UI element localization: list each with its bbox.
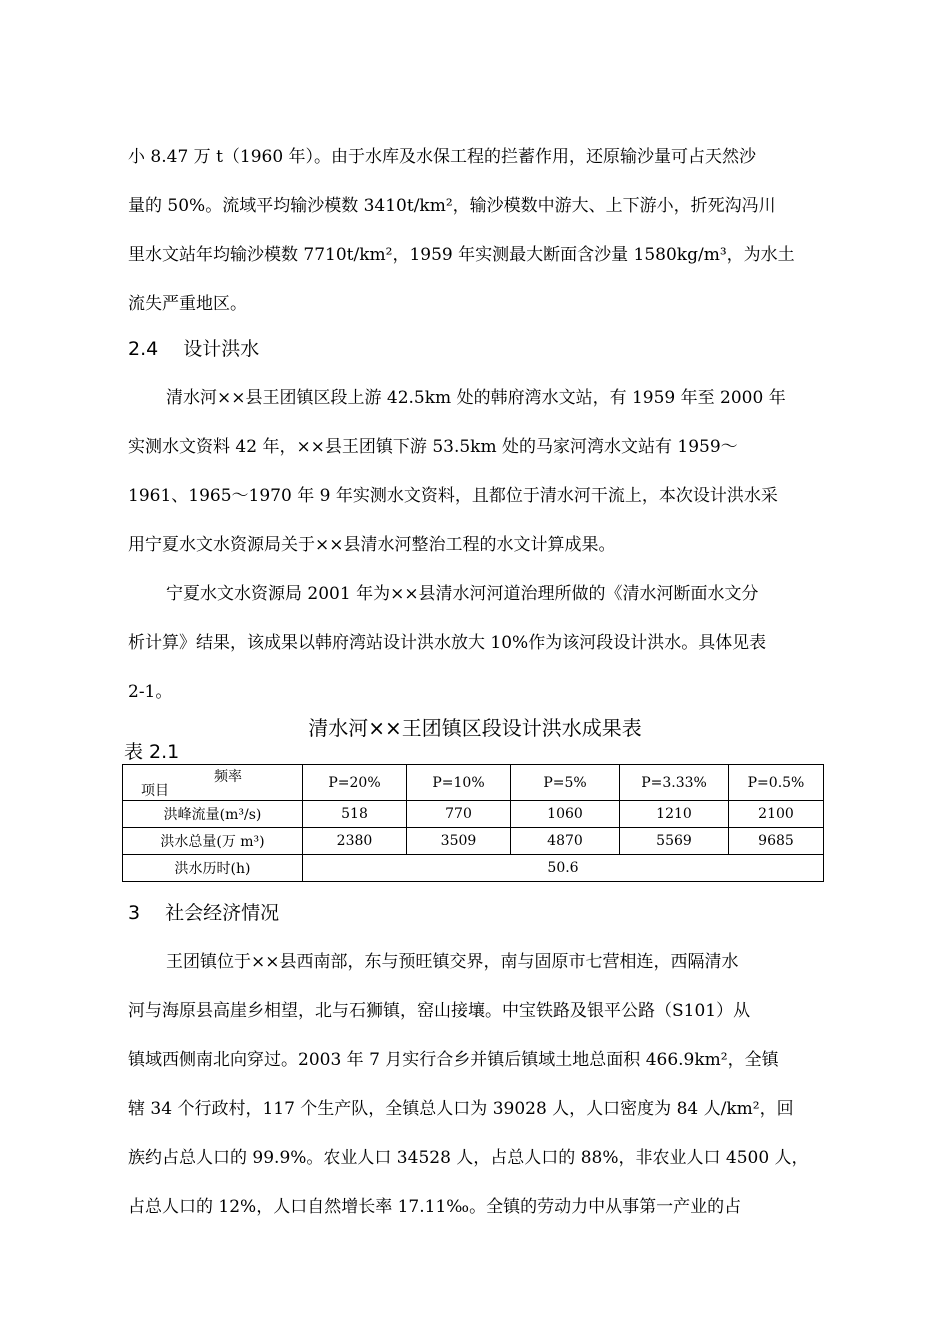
text-line: 用宁夏水文水资源局关于××县清水河整治工程的水文计算成果。 (128, 535, 616, 555)
column-header: P=5% (511, 765, 620, 801)
text-line: 里水文站年均输沙模数 7710t/km²，1959 年实测最大断面含沙量 1580kg/m³，为水土 (128, 245, 795, 265)
table-cell-merged: 50.6 (303, 855, 824, 882)
table-cell: 5569 (620, 828, 729, 855)
table-row (123, 855, 824, 882)
column-header: P=10% (407, 765, 511, 801)
table-cell: 1210 (620, 801, 729, 828)
row-label: 洪水历时(h) (123, 855, 303, 882)
table-row (123, 828, 824, 855)
text-line: 小 8.47 万 t（1960 年）。由于水库及水保工程的拦蓄作用，还原输沙量可占天然沙 (128, 147, 757, 167)
section-heading-design-flood: 2.4 设计洪水 (128, 338, 260, 360)
table-cell: 1060 (511, 801, 620, 828)
table-caption: 清水河××王团镇区段设计洪水成果表 (308, 716, 642, 740)
design-flood-table (122, 764, 824, 882)
text-line: 2-1。 (128, 682, 173, 702)
table-cell: 2380 (303, 828, 407, 855)
table-label: 表 2.1 (124, 741, 180, 763)
table-cell: 518 (303, 801, 407, 828)
row-label: 洪峰流量(m³/s) (123, 801, 303, 828)
text-line: 量的 50%。流域平均输沙模数 3410t/km²，输沙模数中游大、上下游小，折死沟冯川 (128, 196, 776, 216)
text-line: 占总人口的 12%，人口自然增长率 17.11‰。全镇的劳动力中从事第一产业的占 (128, 1197, 742, 1217)
row-label: 洪水总量(万 m³) (123, 828, 303, 855)
text-line: 宁夏水文水资源局 2001 年为××县清水河河道治理所做的《清水河断面水文分 (166, 584, 759, 604)
column-header: P=3.33% (620, 765, 729, 801)
text-line: 镇域西侧南北向穿过。2003 年 7 月实行合乡并镇后镇域土地总面积 466.9km²，全镇 (128, 1050, 779, 1070)
table-header-row (123, 765, 824, 801)
text-line: 1961、1965～1970 年 9 年实测水文资料，且都位于清水河干流上，本次设计洪水采 (128, 486, 778, 506)
corner-label-frequency: 频率 (214, 769, 242, 785)
column-header: P=20% (303, 765, 407, 801)
table-row (123, 801, 824, 828)
column-header: P=0.5% (729, 765, 824, 801)
text-line: 河与海原县高崖乡相望，北与石狮镇，窑山接壤。中宝铁路及银平公路（S101）从 (128, 1001, 751, 1021)
text-line: 族约占总人口的 99.9%。农业人口 34528 人，占总人口的 88%，非农业人口 4500 人， (128, 1148, 809, 1168)
text-line: 王团镇位于××县西南部，东与预旺镇交界，南与固原市七营相连，西隔清水 (166, 952, 739, 972)
text-line: 清水河××县王团镇区段上游 42.5km 处的韩府湾水文站，有 1959 年至 2000 年 (166, 388, 786, 408)
text-line: 流失严重地区。 (128, 294, 247, 314)
table-cell: 9685 (729, 828, 824, 855)
table-corner-cell (123, 765, 303, 801)
table-cell: 3509 (407, 828, 511, 855)
table-cell: 770 (407, 801, 511, 828)
text-line: 析计算》结果，该成果以韩府湾站设计洪水放大 10%作为该河段设计洪水。具体见表 (128, 633, 767, 653)
table-cell: 2100 (729, 801, 824, 828)
corner-label-item: 项目 (141, 783, 169, 799)
text-line: 辖 34 个行政村，117 个生产队，全镇总人口为 39028 人，人口密度为 84 人/km²，回 (128, 1099, 794, 1119)
text-line: 实测水文资料 42 年，××县王团镇下游 53.5km 处的马家河湾水文站有 1959～ (128, 437, 738, 457)
table-cell: 4870 (511, 828, 620, 855)
section-heading-socioeconomic: 3 社会经济情况 (128, 902, 280, 924)
